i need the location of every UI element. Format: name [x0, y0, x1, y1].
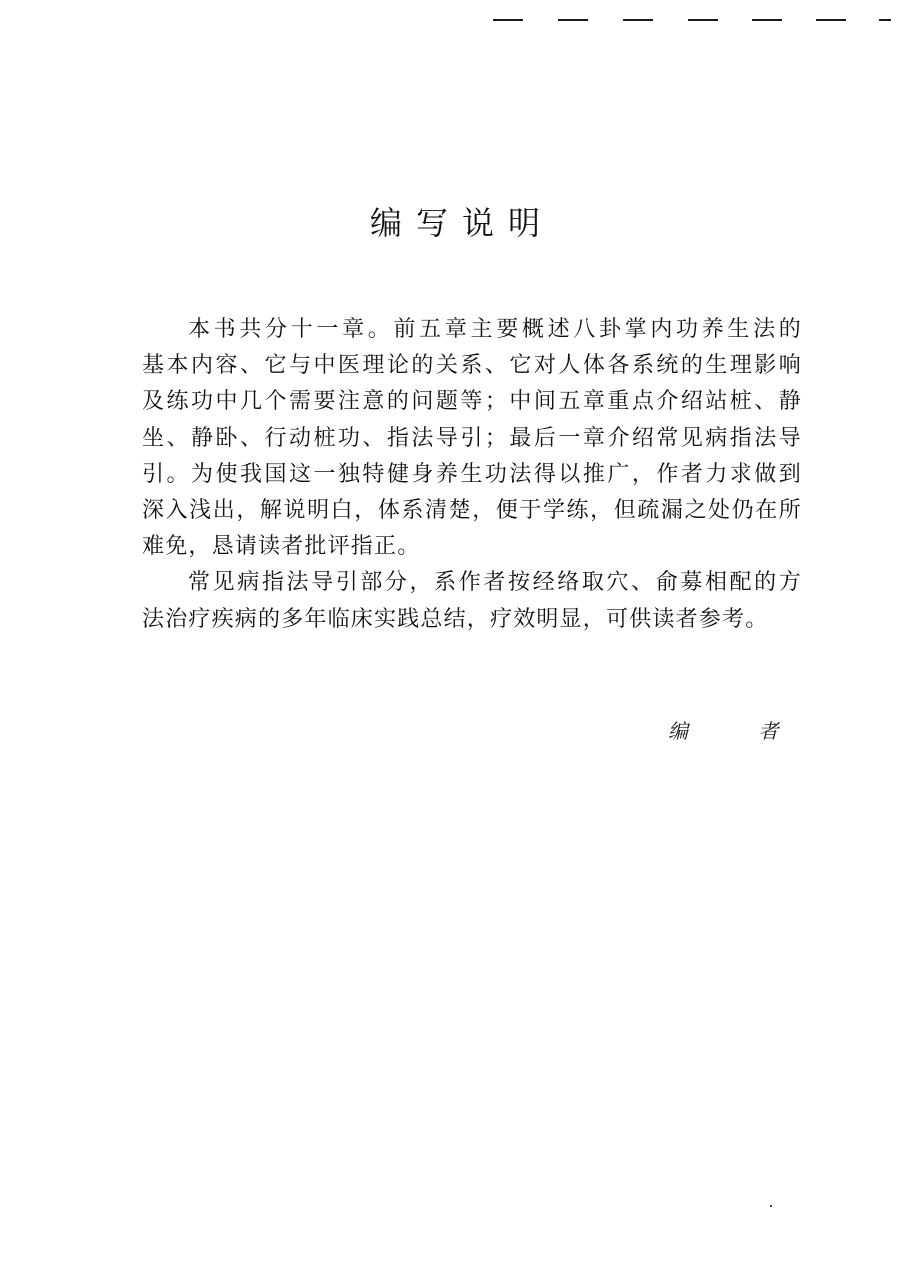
header-dash [493, 19, 523, 21]
header-dash [816, 19, 846, 21]
paragraph-1-line-1: 本书共分十一章。前五章主要概述八卦掌内功养生法的 [188, 317, 802, 342]
paragraph-1-line-5: 引。为使我国这一独特健身养生功法得以推广，作者力求做到 [142, 461, 802, 487]
header-rule [490, 19, 910, 22]
paragraph-1-line-4: 坐、静卧、行动桩功、指法导引；最后一章介绍常见病指法导 [142, 425, 802, 451]
scan-speck [770, 1205, 772, 1207]
paragraph-1-line-3: 及练功中几个需要注意的问题等；中间五章重点介绍站桩、静 [142, 389, 802, 415]
paragraph-2-line-2: 法治疗疾病的多年临床实践总结，疗效明显，可供读者参考。 [142, 606, 769, 632]
page-title: 编写说明 [369, 204, 554, 242]
header-dash [623, 19, 653, 21]
paragraph-1-line-6: 深入浅出，解说明白，体系清楚，便于学练，但疏漏之处仍在所 [142, 498, 802, 524]
paragraph-2-line-1: 常见病指法导引部分，系作者按经络取穴、俞募相配的方 [188, 570, 802, 596]
paragraph-1-line-7: 难免，恳请读者批评指正。 [142, 534, 421, 560]
paragraph-1-line-2: 基本内容、它与中医理论的关系、它对人体各系统的生理影响 [142, 353, 802, 379]
header-dash [688, 19, 718, 21]
header-dash [558, 19, 588, 21]
author-signature: 编 者 [668, 719, 811, 743]
header-dash [752, 19, 782, 21]
header-dash [879, 19, 891, 21]
preface-body [142, 312, 802, 638]
